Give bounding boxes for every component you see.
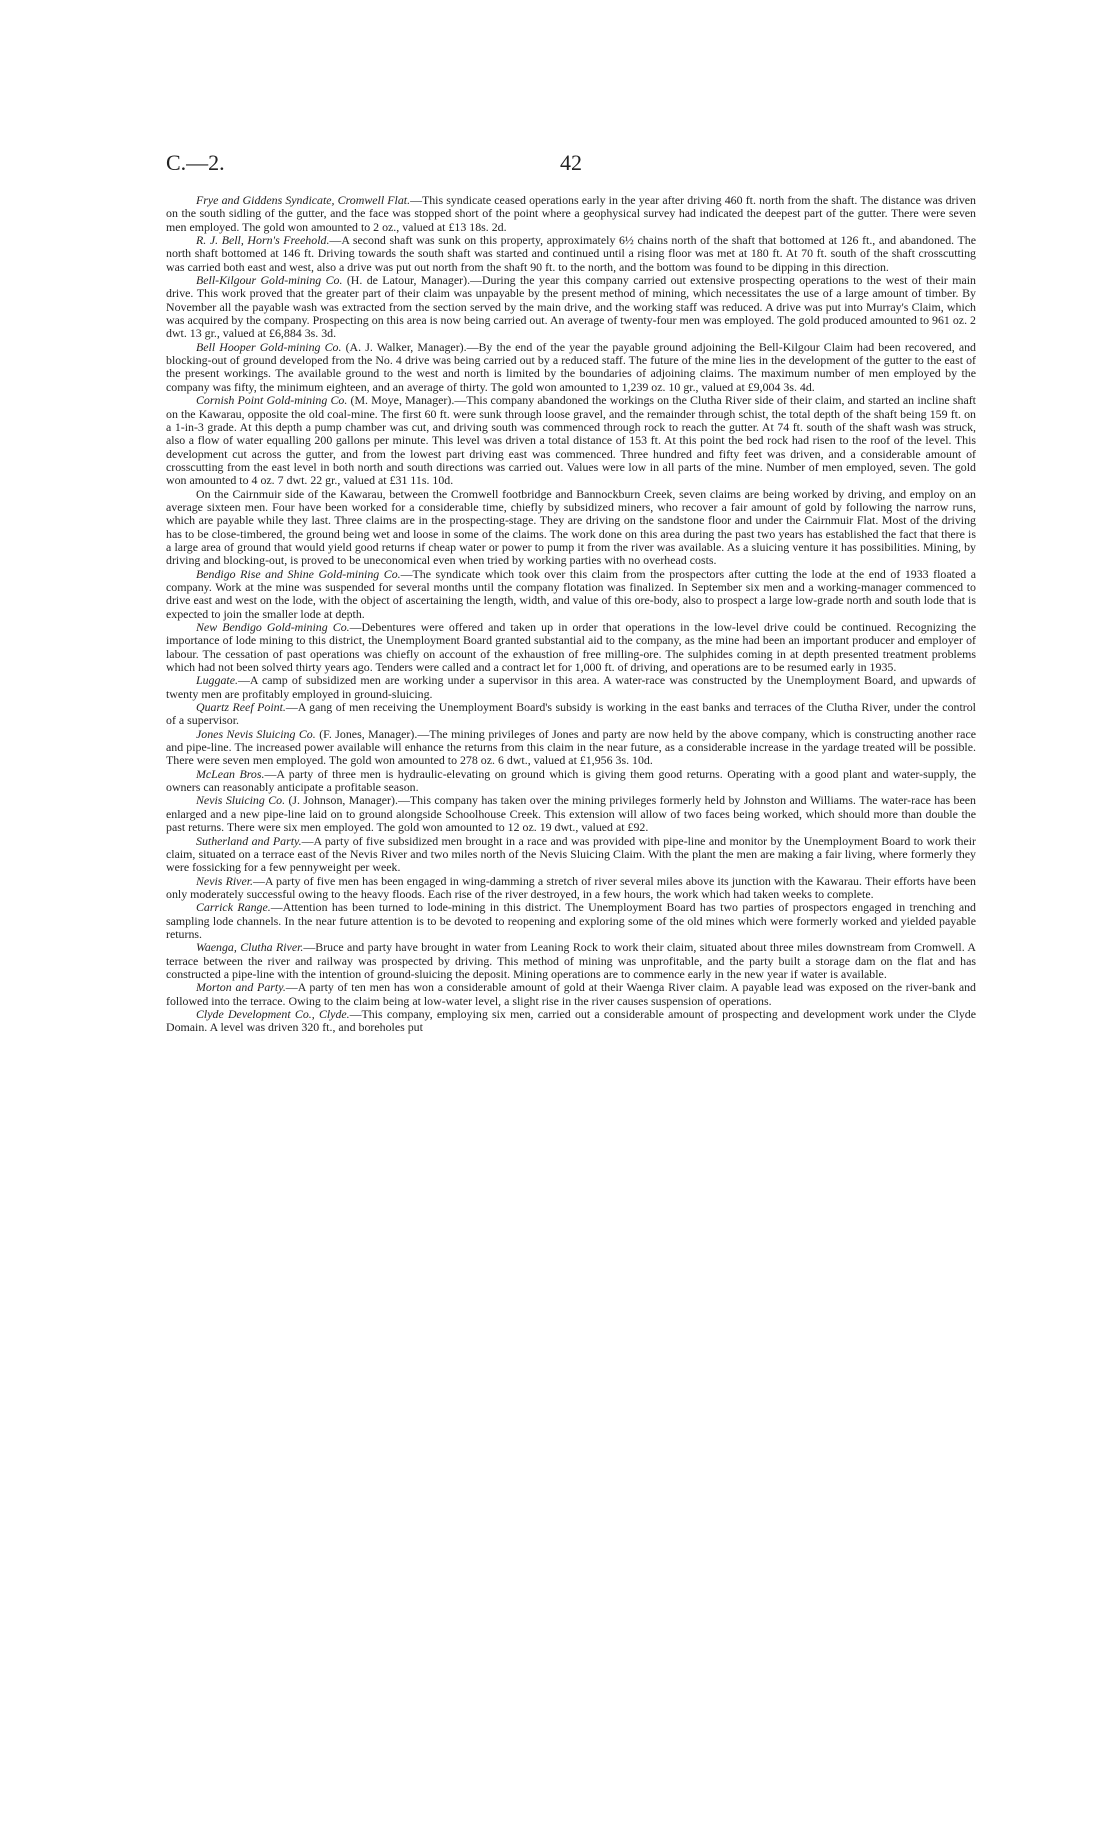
page-number: 42 (560, 150, 582, 175)
paragraph-nevis-river (166, 875, 976, 902)
paragraph-text: —A second shaft was sunk on this property, approximately 6½ chains north of the shaft that bottomed at 126 ft., and abandoned. The north shaft bottomed at 146 ft. Driving towards the south shaft was started and continued until a rising floor was met at 180 ft. At 70 ft. south of the shaft crosscutting was carried both east and west, also a drive was put out north from the shaft 90 ft. to the north, and the bottom was found to be dipping in this direction. (166, 233, 977, 274)
paragraph-heading: Bell Hooper Gold-mining Co. (196, 339, 342, 354)
paragraph-text: —A party of five subsidized men brought in a race and was provided with pipe-line and monitor by the Unemployment Board to work their claim, situated on a terrace east of the Nevis River and two miles north of the Nevis Sluicing Claim. With the plant the men are making a fair living, where formerly they were fossicking for a few pennyweight per week. (166, 833, 976, 875)
paragraph-mclean (166, 768, 976, 795)
paragraph-bell-horns (166, 234, 976, 274)
paragraph-text: —This company, employing six men, carried out a considerable amount of prospecting and development work under the Clyde Domain. A level was driven 320 ft., and boreholes put (166, 1006, 976, 1035)
paragraph-text: —A camp of subsidized men are working under a supervisor in this area. A water-race was constructed by the Unemployment Board, and upwards of twenty men are profitably employed in ground-sluicing. (166, 673, 976, 701)
paragraph-text: (H. de Latour, Manager).—During the year this company carried out extensive prospecting operations to the west of their main drive. This work proved that the greater part of their claim was unpayable by the present method of mining, which necessitates the use of a large amount of timber. By November all the payable wash was extracted from the section served by the main drive, and the working staff was reduced. A drive was put into Murray's Claim, which was acquired by the company. Prospecting on this area is now being carried out. An average of twenty-four men was employed. The gold produced amounted to 961 oz. 2 dwt. 13 gr., valued at £6,884 3s. 3d. (166, 273, 976, 341)
paragraph-text: —A party of five men has been engaged in wing-damming a stretch of river several miles above its junction with the Kawarau. Their efforts have been only moderately successful owing to the heavy floods. Each rise of the river destroyed, in a few hours, the work which had taken weeks to complete. (166, 873, 976, 901)
paragraph-heading: R. J. Bell, Horn's Freehold. (196, 233, 330, 248)
paragraph-cornish-point (166, 394, 976, 487)
paragraph-text: —A gang of men receiving the Unemployment Board's subsidy is working in the east banks and terraces of the Clutha River, under the control of a supervisor. (166, 700, 976, 728)
paragraph-heading: Clyde Development Co., Clyde. (196, 1006, 350, 1021)
paragraph-new-bendigo (166, 621, 976, 674)
paragraph-text: —Attention has been turned to lode-mining in this district. The Unemployment Board has two parties of prospectors engaged in trenching and sampling lode channels. In the near future attention is to be devoted to reopening and exploring some of the old mines which were formerly worked and yielded payable returns. (166, 900, 977, 941)
paragraph-frye-giddens (166, 194, 976, 234)
paragraph-heading: Bell-Kilgour Gold-mining Co. (196, 273, 343, 288)
paragraph-heading: Cornish Point Gold-mining Co. (196, 393, 348, 408)
paragraph-cairnmuir (166, 488, 976, 568)
paragraph-sutherland (166, 835, 976, 875)
paragraph-text: On the Cairnmuir side of the Kawarau, between the Cromwell footbridge and Bannockburn Creek, seven claims are being worked by driving, and employ on an average sixteen men. Four have been worked for a considerable time, chiefly by subsidized miners, who recover a fair amount of gold by following the narrow runs, which are payable while they last. Three claims are in the prospecting-stage. They are driving on the sandstone floor and under the Cairnmuir Flat. Most of the driving has to be close-timbered, the ground being wet and loose in some of the claims. The work done on this area during the past two years has established the fact that there is a large area of ground that would yield good returns if cheap water or power to pump it from the river was available. As a sluicing venture it has possibilities. Mining, by driving and blocking-out, is proved to be uneconomical even when tried by working parties with no overhead costs. (166, 486, 976, 568)
paragraph-text: —The syndicate which took over this claim from the prospectors after cutting the lode at the end of 1933 floated a company. Work at the mine was suspended for several months until the company flotation was finalized. In September six men and a working-manager commenced to drive east and west on the lode, with the object of ascertaining the length, width, and value of this ore-body, also to prospect a large low-grade north and south lode that is expected to join the smaller lode at depth. (166, 566, 976, 621)
paragraph-text: (A. J. Walker, Manager).—By the end of the year the payable ground adjoining the Bell-Kilgour Claim had been recovered, and blocking-out of ground developed from the No. 4 drive was being carried out by a reduced staff. The future of the mine lies in the development of the gutter to the east of the present workings. The available ground to the west and north is limited by the boundaries of adjoining claims. The maximum number of men employed by the company was fifty, the minimum eighteen, and an average of thirty. The gold won amounted to 1,239 oz. 10 gr., valued at £9,004 3s. 4d. (166, 339, 976, 394)
paragraph-carrick-range (166, 901, 976, 941)
paragraph-heading: Morton and Party. (196, 980, 286, 995)
paragraph-luggate (166, 674, 976, 701)
paragraph-heading: Luggate. (196, 673, 238, 688)
paragraph-text: —Bruce and party have brought in water from Leaning Rock to work their claim, situated about three miles downstream from Cromwell. A terrace between the river and railway was prospected by driving. This method of mining was unprofitable, and the party built a storage dam on the flat and has constructed a pipe-line with the intention of ground-sluicing the deposit. Mining operations are to commence early in the new year if water is available. (166, 940, 976, 981)
paragraph-quartz-reef (166, 701, 976, 728)
paragraph-heading: McLean Bros. (196, 766, 265, 781)
paragraph-heading: Sutherland and Party. (196, 833, 302, 848)
paragraph-clyde-development (166, 1008, 976, 1035)
paragraph-heading: Nevis River. (196, 873, 254, 888)
paragraph-heading: Waenga, Clutha River. (196, 940, 304, 955)
paragraph-heading: Nevis Sluicing Co. (196, 793, 286, 808)
paragraph-heading: New Bendigo Gold-mining Co. (196, 620, 350, 634)
paragraph-heading: Jones Nevis Sluicing Co. (196, 726, 316, 741)
paragraph-bell-kilgour (166, 274, 976, 341)
paragraph-heading: Bendigo Rise and Shine Gold-mining Co. (196, 566, 401, 581)
paragraph-bell-hooper (166, 341, 976, 394)
paragraph-heading: Quartz Reef Point. (196, 700, 286, 715)
paragraph-text: —A party of three men is hydraulic-elevating on ground which is giving them good returns. Operating with a good plant and water-supply, the owners can reasonably anticipate a profitable season. (166, 766, 977, 795)
paragraph-nevis-sluicing (166, 794, 976, 834)
body-text (166, 194, 976, 1035)
paragraph-heading: Frye and Giddens Syndicate, Cromwell Flat. (196, 193, 411, 207)
paragraph-text: —This syndicate ceased operations early in the year after driving 460 ft. north from the shaft. The distance was driven on the south sidling of the gutter, and the face was stopped short of the point where a geophysical survey had indicated the deepest part of the gutter. There were seven men employed. The gold won amounted to 2 oz., valued at £13 18s. 2d. (166, 193, 976, 234)
paragraph-text: (F. Jones, Manager).—The mining privileges of Jones and party are now held by the above company, which is constructing another race and pipe-line. The increased power available will enhance the returns from this claim in the near future, as a considerable increase in the yardage treated will be possible. There were seven men employed. The gold won amounted to 278 oz. 6 dwt., valued at £1,956 3s. 10d. (166, 726, 976, 768)
paragraph-text: —Debentures were offered and taken up in order that operations in the low-level drive could be continued. Recognizing the importance of lode mining to this district, the Unemployment Board granted substantial aid to the company, as the mine had been an important producer and employer of labour. The cessation of past operations was chiefly on account of the exhaustion of free milling-ore. The sulphides coming in at depth presented treatment problems which had not been solved thirty years ago. Tenders were called and a contract let for 1,000 ft. of driving, and operations are to be resumed early in 1935. (166, 620, 976, 675)
paragraph-text: (M. Moye, Manager).—This company abandoned the workings on the Clutha River side of their claim, and started an incline shaft on the Kawarau, opposite the old coal-mine. The first 60 ft. were sunk through loose gravel, and the remainder through schist, the total depth of the shaft being 159 ft. on a 1-in-3 grade. At this depth a pump chamber was cut, and driving south was commenced through rock to reach the gutter. At 74 ft. south of the shaft wash was struck, also a flow of water equalling 200 gallons per minute. This level was driven a total distance of 153 ft. At this point the bed rock had risen to the roof of the level. This development cut across the gutter, and from the lowest part driving east was commenced. Three hundred and fifty feet was driven, and a considerable amount of crosscutting from the east level in both north and south directions was carried out. Values were low in all parts of the mine. Number of men employed, seven. The gold won amounted to 4 oz. 7 dwt. 22 gr., valued at £31 11s. 10d. (166, 393, 976, 488)
paragraph-morton (166, 981, 976, 1008)
report-reference: C.—2. (166, 150, 225, 175)
paragraph-jones-nevis (166, 728, 976, 768)
paragraph-text: (J. Johnson, Manager).—This company has taken over the mining privileges formerly held by Johnston and Williams. The water-race has been enlarged and a new pipe-line laid on to ground alongside Schoolhouse Creek. This extension will allow of two faces being worked, which should more than double the past returns. There were six men employed. The gold won amounted to 12 oz. 19 dwt., valued at £92. (166, 793, 976, 835)
paragraph-heading: Carrick Range. (196, 900, 271, 915)
paragraph-text: —A party of ten men has won a considerable amount of gold at their Waenga River claim. A payable lead was exposed on the river-bank and followed into the terrace. Owing to the claim being at low-water level, a slight rise in the river causes suspension of operations. (166, 980, 977, 1008)
page-header (166, 150, 976, 180)
paragraph-bendigo-rise (166, 568, 976, 621)
paragraph-waenga (166, 941, 976, 981)
